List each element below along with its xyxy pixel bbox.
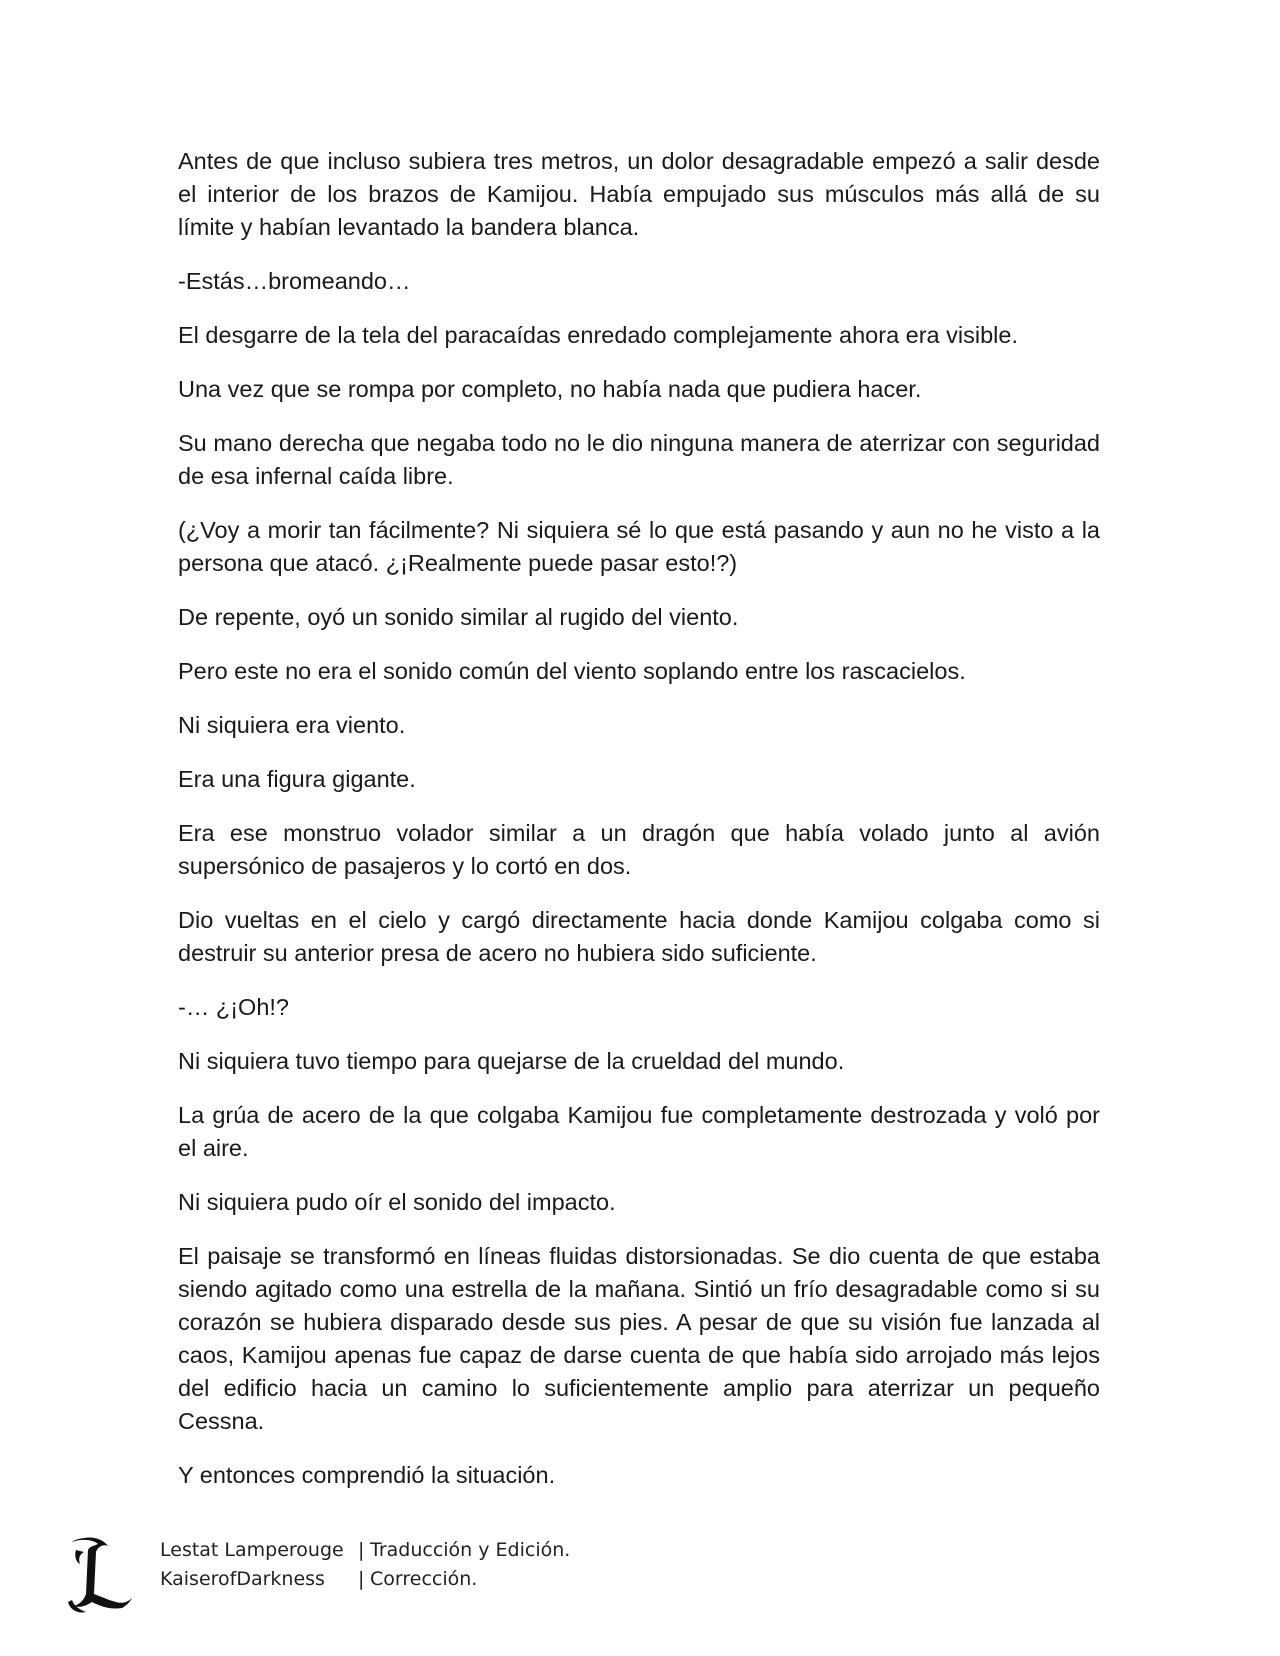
paragraph: Era una figura gigante. bbox=[178, 766, 416, 792]
page-footer bbox=[64, 1536, 764, 1626]
paragraph: Y entonces comprendió la situación. bbox=[178, 1462, 556, 1488]
paragraph: Ni siquiera tuvo tiempo para quejarse de la crueldad del mundo. bbox=[178, 1048, 845, 1074]
paragraph: Ni siquiera pudo oír el sonido del impacto. bbox=[178, 1189, 616, 1215]
paragraph: Una vez que se rompa por completo, no había nada que pudiera hacer. bbox=[178, 376, 922, 402]
credits-block bbox=[160, 1536, 570, 1594]
paragraph-dialogue: -… ¿¡Oh!? bbox=[178, 994, 289, 1020]
paragraph: El desgarre de la tela del paracaídas enredado complejamente ahora era visible. bbox=[178, 322, 1018, 348]
credit-line bbox=[160, 1536, 570, 1565]
credit-separator: | bbox=[358, 1539, 365, 1561]
credit-name: KaiserofDarkness bbox=[160, 1568, 325, 1590]
credit-line bbox=[160, 1565, 570, 1594]
paragraph: Ni siquiera era viento. bbox=[178, 712, 406, 738]
credit-role: Traducción y Edición. bbox=[370, 1539, 571, 1561]
paragraph-thought: (¿Voy a morir tan fácilmente? Ni siquiera sé lo que está pasando y aun no he visto a la persona que atacó. ¿¡Realmente puede pasar esto!?) bbox=[178, 517, 1100, 576]
paragraph: Pero este no era el sonido común del viento soplando entre los rascacielos. bbox=[178, 658, 966, 684]
credit-role: Corrección. bbox=[370, 1568, 478, 1590]
gothic-L-logo-icon bbox=[64, 1536, 134, 1616]
paragraph: Antes de que incluso subiera tres metros, un dolor desagradable empezó a salir desde el interior de los brazos de Kamijou. Había empujado sus músculos más allá de su límite y habían levantado la bandera blanca. bbox=[178, 148, 1100, 240]
paragraph: De repente, oyó un sonido similar al rugido del viento. bbox=[178, 604, 739, 630]
paragraph: Su mano derecha que negaba todo no le dio ninguna manera de aterrizar con seguridad de esa infernal caída libre. bbox=[178, 430, 1100, 489]
paragraph: La grúa de acero de la que colgaba Kamijou fue completamente destrozada y voló por el aire. bbox=[178, 1102, 1100, 1161]
document-body bbox=[178, 145, 1100, 1513]
paragraph-dialogue: -Estás…bromeando… bbox=[178, 268, 411, 294]
credit-separator: | bbox=[358, 1568, 365, 1590]
paragraph: Dio vueltas en el cielo y cargó directamente hacia donde Kamijou colgaba como si destruir su anterior presa de acero no hubiera sido suficiente. bbox=[178, 907, 1100, 966]
credit-name: Lestat Lamperouge bbox=[160, 1539, 344, 1561]
paragraph: El paisaje se transformó en líneas fluidas distorsionadas. Se dio cuenta de que estaba siendo agitado como una estrella de la mañana. Sintió un frío desagradable como si su corazón se hubiera disparado desde sus pies. A pesar de que su visión fue lanzada al caos, Kamijou apenas fue capaz de darse cuenta de que había sido arrojado más lejos del edificio hacia un camino lo suficientemente amplio para aterrizar un pequeño Cessna. bbox=[178, 1243, 1100, 1434]
paragraph: Era ese monstruo volador similar a un dragón que había volado junto al avión supersónico de pasajeros y lo cortó en dos. bbox=[178, 820, 1100, 879]
